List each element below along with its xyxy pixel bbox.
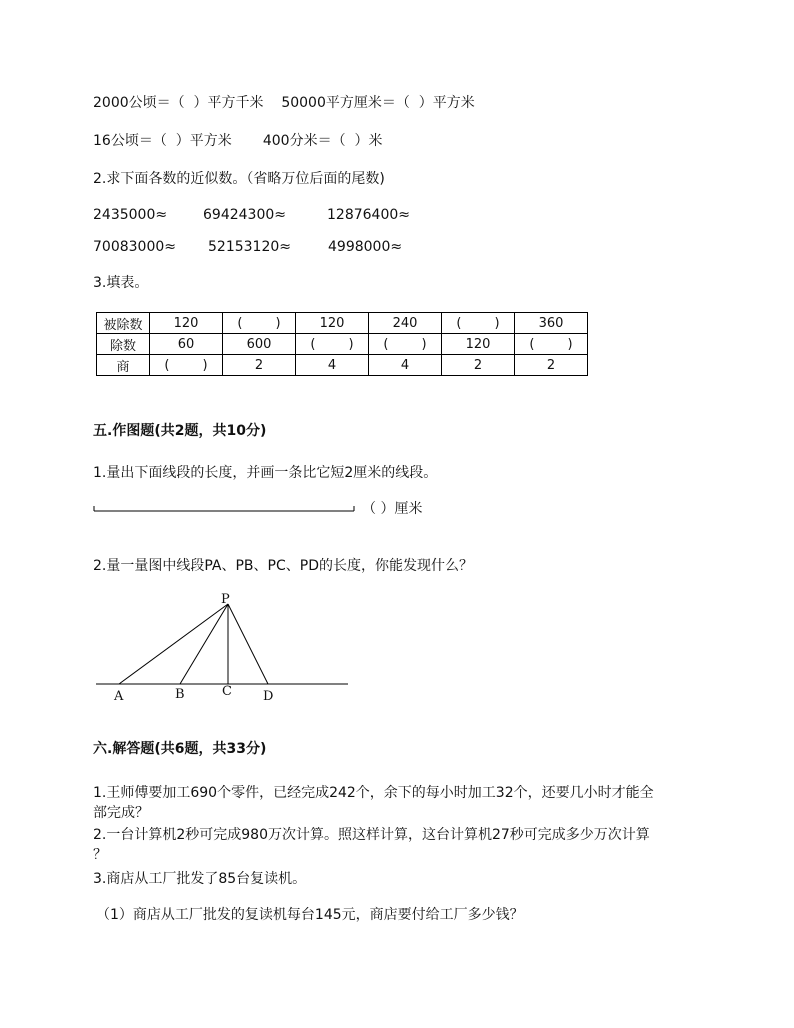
approx-item: 52153120≈ [208,239,291,255]
table-cell: 120 [150,313,223,334]
table-cell-blank[interactable]: ( ) [442,313,515,334]
section-6-question-1-line-2: 部完成？ [93,805,149,821]
approx-item: 69424300≈ [203,207,286,223]
segment-length-blank[interactable]: （ ）厘米 [362,501,423,517]
section-6-question-2-line-1: 2.一台计算机2秒可完成980万次计算。照这样计算，这台计算机27秒可完成多少万次计算 [93,827,650,843]
table-cell: 120 [442,334,515,355]
table-cell-blank[interactable]: ( ) [223,313,296,334]
table-cell: 2 [515,355,588,376]
table-cell: 60 [150,334,223,355]
table-cell-blank[interactable]: ( ) [369,334,442,355]
section-6-question-2-line-2: ？ [93,847,107,863]
unit-conversion-line-2: 16公顷＝（ ）平方米 400分米＝（ ）米 [93,133,383,149]
table-cell: 4 [296,355,369,376]
table-cell-blank[interactable]: ( ) [515,334,588,355]
approx-item: 12876400≈ [327,207,410,223]
segment-pd [228,604,268,684]
approx-item: 2435000≈ [93,207,168,223]
label-b: B [175,687,185,702]
fill-table-title: 3.填表。 [93,275,149,291]
table-cell-blank[interactable]: ( ) [150,355,223,376]
table-cell: 600 [223,334,296,355]
section-5-heading: 五.作图题(共2题，共10分) [93,423,267,439]
table-header-cell: 被除数 [97,313,150,334]
section-6-heading: 六.解答题(共6题，共33分) [93,741,267,757]
segment-pb [180,604,228,684]
table-cell: 2 [442,355,515,376]
table-cell-blank[interactable]: ( ) [296,334,369,355]
table-cell: 120 [296,313,369,334]
section-5-question-1: 1.量出下面线段的长度，并画一条比它短2厘米的线段。 [93,465,438,481]
section-6-question-3: 3.商店从工厂批发了85台复读机。 [93,871,307,887]
table-cell: 2 [223,355,296,376]
table-cell: 360 [515,313,588,334]
table-cell: 4 [369,355,442,376]
label-p: P [221,592,230,607]
table-cell: 240 [369,313,442,334]
approx-item: 4998000≈ [328,239,403,255]
approx-title: 2.求下面各数的近似数。（省略万位后面的尾数) [93,171,385,187]
section-6-question-1-line-1: 1.王师傅要加工690个零件，已经完成242个，余下的每小时加工32个，还要几小时才能全 [93,785,654,801]
label-d: D [263,689,274,704]
approx-item: 70083000≈ [93,239,176,255]
section-6-question-3-sub-1: （1）商店从工厂批发的复读机每台145元，商店要付给工厂多少钱？ [96,907,524,923]
label-a: A [114,689,124,704]
segment-pa [119,604,228,684]
label-c: C [222,684,232,699]
table-header-cell: 商 [97,355,150,376]
table-header-cell: 除数 [97,334,150,355]
unit-conversion-line-1: 2000公顷＝（ ）平方千米 50000平方厘米＝（ ）平方米 [93,95,475,111]
section-5-question-2: 2.量一量图中线段PA、PB、PC、PD的长度，你能发现什么？ [93,558,473,574]
